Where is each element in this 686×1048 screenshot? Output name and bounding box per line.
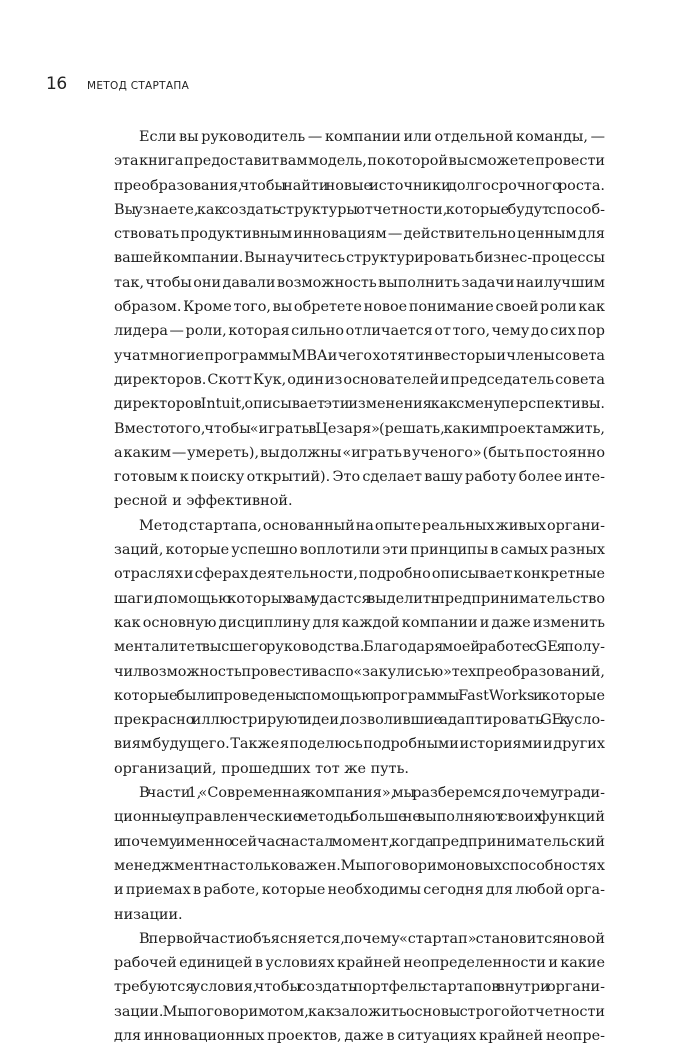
text-line: отраслях и сферах деятельности, подробно описывает конкретные <box>114 566 605 583</box>
text-line: преобразования, чтобы найти новые источники долгосрочного роста. <box>114 177 605 194</box>
paragraph <box>114 927 605 1048</box>
text-line: В первой части объясняется, почему «стартап» становится новой <box>139 930 605 947</box>
text-line: образом. Кроме того, вы обретете новое понимание своей роли как <box>114 299 605 316</box>
body-text <box>114 125 605 1048</box>
text-line: низации. <box>114 906 183 923</box>
text-line: Если вы руководитель — компании или отдельной команды, — <box>139 129 605 145</box>
text-line: рабочей единицей в условиях крайней неопределенности и какие <box>114 955 605 972</box>
text-line: и почему именно сейчас настал момент, когда предпринимательский <box>114 833 605 850</box>
text-line: зации. Мы поговорим о том, как заложить основы строгой отчетности <box>114 1003 605 1020</box>
text-line: вашей компании. Вы научитесь структурировать бизнес-процессы <box>114 250 605 267</box>
paragraph <box>114 125 605 514</box>
text-line: Вы узнаете, как создать структуры отчетности, которые будут способ- <box>114 201 605 218</box>
text-line: директоров Intuit, описывает эти изменения как смену перспективы. <box>114 396 605 413</box>
text-line: менеджмент настолько важен. Мы поговорим о новых способностях <box>114 857 605 874</box>
text-line: директоров. Скотт Кук, один из основателей и председатель совета <box>114 371 605 388</box>
text-line: ционные управленческие методы больше не выполняют своих функций <box>114 809 605 826</box>
page-number: 16 <box>46 74 67 94</box>
text-line: организаций, прошедших тот же путь. <box>114 760 409 777</box>
text-line: Вместо того, чтобы «играть в Цезаря» (решать, каким проектам жить, <box>114 420 605 437</box>
text-line: лидера — роли, которая сильно отличается от того, чему до сих пор <box>114 323 605 340</box>
text-line: ствовать продуктивным инновациям — действительно ценным для <box>114 226 605 243</box>
text-line: эта книга предоставит вам модель, по которой вы сможете провести <box>114 153 605 170</box>
text-line: менталитет высшего руководства. Благодаря моей работе с GE я полу- <box>114 639 605 656</box>
text-line: шаги, с помощью которых вам удастся выделить предпринимательство <box>114 590 605 607</box>
running-title: МЕТОД СТАРТАПА <box>87 80 190 92</box>
text-line: и приемах в работе, которые необходимы сегодня для любой орга- <box>114 882 605 899</box>
text-line: чил возможность провести вас по «закулисью» тех преобразований, <box>114 663 605 680</box>
text-line: как основную дисциплину для каждой компании и даже изменить <box>114 614 605 631</box>
text-line: требуются условия, чтобы создать портфель стартапов внутри органи- <box>114 979 605 996</box>
text-line: Метод стартапа, основанный на опыте реальных живых органи- <box>139 517 605 534</box>
text-line: ресной и эффективной. <box>114 493 293 510</box>
running-header <box>46 74 189 94</box>
paragraph <box>114 514 605 781</box>
text-line: а каким — умереть), вы должны «играть в ученого» (быть постоянно <box>114 444 605 461</box>
text-line: прекрасно иллюстрируют идеи, позволившие адаптировать GE к усло- <box>114 712 605 729</box>
text-line: для инновационных проектов, даже в ситуациях крайней неопре- <box>114 1027 605 1044</box>
paragraph <box>114 781 605 927</box>
text-line: так, чтобы они давали возможность выполнить задачи наилучшим <box>114 274 605 291</box>
text-line: заций, которые успешно воплотили эти принципы в самых разных <box>114 542 605 559</box>
text-line: готовым к поиску открытий). Это сделает вашу работу более инте- <box>114 469 605 486</box>
text-line: которые были проведены с помощью программы FastWorks и которые <box>114 687 605 704</box>
text-line: В части 1, «Современная компания», мы разберемся, почему тради- <box>139 785 605 802</box>
text-line: виям будущего. Также я поделюсь подробными историями и других <box>114 736 605 753</box>
text-line: учат многие программы MBA и чего хотят инвесторы и члены совета <box>114 347 605 364</box>
